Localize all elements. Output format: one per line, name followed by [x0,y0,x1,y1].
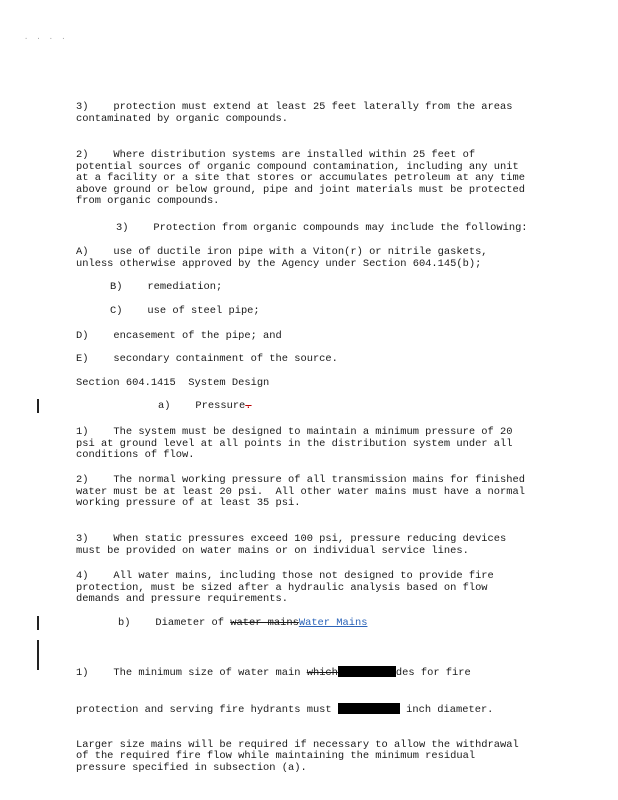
item-d-encasement: D) encasement of the pipe; and [76,330,282,342]
section-heading: Section 604.1415 System Design [76,377,270,389]
subsection-a-item-1: 1) The system must be designed to maintain a minimum pressure of 20 psi at ground level at all points in the distribution system under all conditions of flow. [76,426,513,462]
b1-line2-tail: inch diameter. [399,703,494,716]
subsection-b-item-1-line-2 [76,703,546,717]
subsection-b-heading [118,618,588,630]
b1-line2-text: protection and serving fire hydrants must [76,703,338,716]
subsection-b-inserted-text[interactable]: Water Mains [298,617,368,629]
subsection-b-struck-text: water mains [230,617,299,629]
subsection-a-heading [158,401,618,413]
subsection-b-item-1 [76,643,546,798]
scan-corner-marks: . . . . [24,34,68,42]
revision-bar [37,616,39,630]
paragraph-3-lateral-protection: 3) protection must extend at least 25 feet laterally from the areas contaminated by organic compounds. [76,101,513,125]
b1-line1-text: 1) The minimum size of water main [76,667,307,680]
subsection-a-item-4: 4) All water mains, including those not designed to provide fire protection, must be sized after a hydraulic analysis based on flow demands and pressure requirements. [76,570,494,606]
subsection-b-label: b) Diameter of [118,617,231,629]
item-c-steel-pipe: C) use of steel pipe; [110,305,260,317]
item-b-remediation: B) remediation; [110,281,223,293]
item-e-secondary-containment: E) secondary containment of the source. [76,353,338,365]
subsection-a-label: a) Pressure [158,400,246,412]
subsection-b-item-1-rest: Larger size mains will be required if necessary to allow the withdrawal of the required fire flow while maintaining the minimum residual pressure specified in subsection (a). [76,738,519,774]
revision-bar [37,640,39,670]
b1-line1-tail: des for fire [395,667,471,680]
redaction-box [338,666,396,677]
subsection-a-item-2: 2) The normal working pressure of all transmission mains for finished water must be at least 20 psi. All other water mains must have a normal working pressure of at least 35 psi. [76,474,525,510]
subsection-b-item-1-line-1 [76,666,546,680]
revision-bar [37,399,39,413]
subsection-a-struck-mark: . [245,400,252,412]
item-a-ductile-iron: A) use of ductile iron pipe with a Viton(r) or nitrile gaskets, unless otherwise approved by the Agency under Section 604.145(b); [76,246,488,270]
paragraph-2-distribution-systems: 2) Where distribution systems are installed within 25 feet of potential sources of organic compound contamination, including any unit at a facility or a site that stores or accumulates petroleum at any time above ground or below ground, pipe and joint materials must be protected from organic compounds. [76,149,525,208]
redaction-box [338,703,400,714]
paragraph-3-protection-list-intro: 3) Protection from organic compounds may include the following: [116,222,528,234]
b1-struck-word: which [306,667,338,680]
subsection-a-item-3: 3) When static pressures exceed 100 psi, pressure reducing devices must be provided on water mains or on individual service lines. [76,533,507,557]
